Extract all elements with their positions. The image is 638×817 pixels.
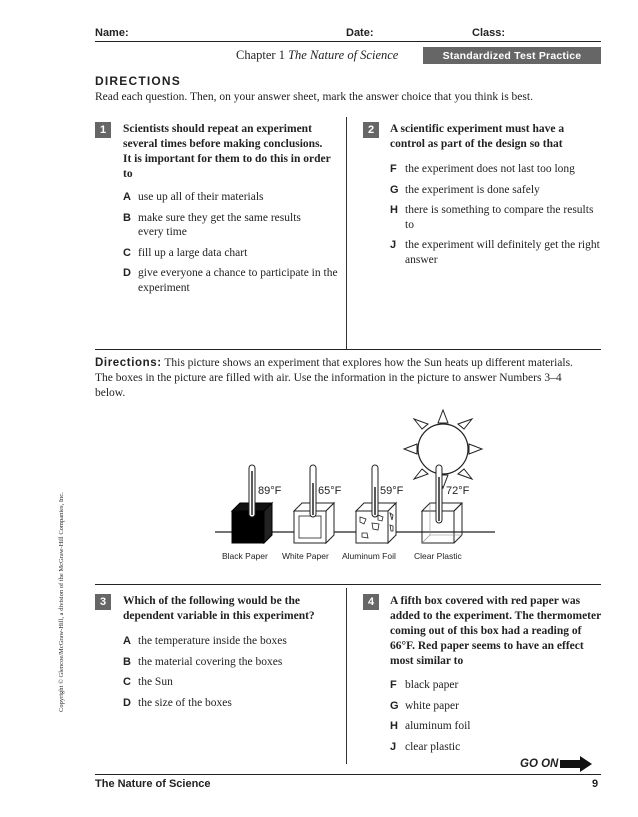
option-1d[interactable]: D give everyone a chance to participate in the experiment <box>123 267 338 294</box>
question-number-3: 3 <box>95 594 111 610</box>
option-3b[interactable]: B the material covering the boxes <box>123 655 283 668</box>
temp-1: 89°F <box>258 485 282 497</box>
chapter-label: Chapter 1 <box>236 48 285 62</box>
name-label: Name: <box>95 27 129 39</box>
arrow-right-icon <box>560 756 592 772</box>
option-2f[interactable]: F the experiment does not last too long <box>390 163 575 175</box>
question-2-text: A scientific experiment must have a control as part of the design so that <box>390 123 565 150</box>
question-2-options <box>390 162 605 267</box>
temp-4: 72°F <box>446 485 470 497</box>
box-label-2: White Paper <box>282 551 329 561</box>
thermometer-1 <box>249 465 255 517</box>
option-4h[interactable]: H aluminum foil <box>390 720 471 732</box>
temp-2: 65°F <box>318 485 342 497</box>
column-divider-bottom <box>346 588 347 764</box>
thermometer-4 <box>436 465 442 523</box>
option-2g[interactable]: G the experiment is done safely <box>390 183 540 196</box>
option-1a[interactable]: A use up all of their materials <box>123 191 264 203</box>
option-4j[interactable]: J clear plastic <box>390 740 461 753</box>
question-4-options <box>390 678 600 754</box>
chapter-heading <box>236 48 398 63</box>
question-3-text: Which of the following would be the dependent variable in this experiment? <box>123 595 315 622</box>
question-4-text: A fifth box covered with red paper was added to the experiment. The thermometer coming out of this box had a reading of 66°F. Red paper seems to have an effect most similar to <box>390 595 602 667</box>
question-3-options <box>123 634 338 710</box>
directions-title: DIRECTIONS <box>95 74 182 88</box>
column-divider-top <box>346 117 347 349</box>
option-2h[interactable]: H there is something to compare the results to <box>390 204 594 231</box>
section-rule-1 <box>95 349 601 350</box>
footer-title: The Nature of Science <box>95 778 211 790</box>
temp-3: 59°F <box>380 485 404 497</box>
directions-2 <box>95 356 585 401</box>
option-2j[interactable]: J the experiment will definitely get the right answer <box>390 239 600 266</box>
box-label-3: Aluminum Foil <box>342 551 396 561</box>
option-3a[interactable]: A the temperature inside the boxes <box>123 635 287 647</box>
box-label-4: Clear Plastic <box>414 551 462 561</box>
header-rule <box>95 41 601 42</box>
test-practice-banner: Standardized Test Practice <box>423 47 601 64</box>
class-label: Class: <box>472 27 506 39</box>
section-rule-2 <box>95 584 601 585</box>
directions-2-text: This picture shows an experiment that explores how the Sun heats up different materials. The boxes in the picture are filled with air. Use the information in the picture to answer Numbers 3–4 below. <box>95 357 573 399</box>
copyright-notice: Copyright © Glencoe/McGraw-Hill, a division of the McGraw-Hill Companies, Inc. <box>58 492 65 712</box>
thermometer-2 <box>310 465 316 517</box>
page-number: 9 <box>592 778 599 790</box>
option-3c[interactable]: C the Sun <box>123 676 173 688</box>
go-on <box>520 756 592 772</box>
option-3d[interactable]: D the size of the boxes <box>123 696 232 709</box>
footer-rule <box>95 774 601 775</box>
question-number-1: 1 <box>95 122 111 138</box>
option-1b[interactable]: B make sure they get the same results every time <box>123 211 301 238</box>
question-1-options <box>123 190 338 295</box>
thermometer-3 <box>372 465 378 517</box>
box-label-1: Black Paper <box>222 551 268 561</box>
date-label: Date: <box>346 27 374 39</box>
directions-2-label: Directions: <box>95 357 162 369</box>
go-on-text: GO ON <box>520 758 559 770</box>
option-4g[interactable]: G white paper <box>390 699 459 712</box>
question-number-4: 4 <box>363 594 379 610</box>
question-number-2: 2 <box>363 122 379 138</box>
option-4f[interactable]: F black paper <box>390 679 459 691</box>
option-1c[interactable]: C fill up a large data chart <box>123 246 248 259</box>
chapter-title: The Nature of Science <box>288 48 399 62</box>
question-1-text: Scientists should repeat an experiment several times before making conclusions. It is important for them to do this in order to <box>123 123 331 180</box>
sun-icon <box>404 410 482 488</box>
experiment-figure <box>200 405 500 570</box>
directions-text: Read each question. Then, on your answer sheet, mark the answer choice that you think is best. <box>95 91 533 103</box>
